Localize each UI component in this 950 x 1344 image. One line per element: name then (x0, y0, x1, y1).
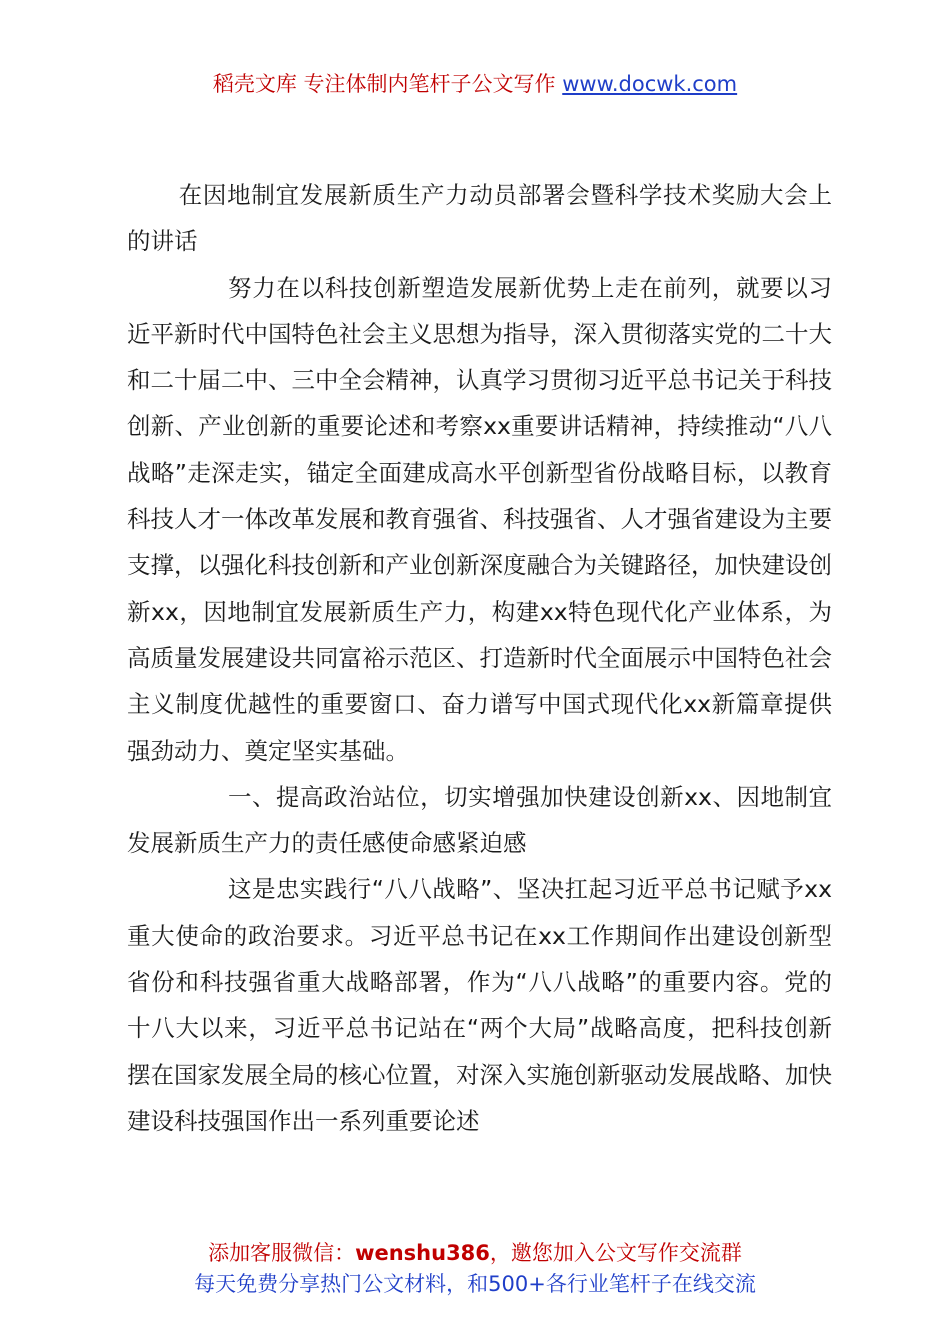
section-heading: 一、提高政治站位，切实增强加快建设创新xx、因地制宜发展新质生产力的责任感使命感紧迫感 (127, 782, 832, 858)
document-body (127, 172, 832, 1144)
watermark-header (0, 70, 950, 98)
paragraph: 努力在以科技创新塑造发展新优势上走在前列，就要以习近平新时代中国特色社会主义思想为指导，深入贯彻落实党的二十大和二十届二中、三中全会精神，认真学习贯彻习近平总书记关于科技创新、产业创新的重要论述和考察xx重要讲话精神，持续推动“八八战略”走深走实，锚定全面建成高水平创新型省份战略目标，以教育科技人才一体改革发展和教育强省、科技强省、人才强省建设为主要支撑，以强化科技创新和产业创新深度融合为关键路径，加快建设创新xx，因地制宜发展新质生产力，构建xx特色现代化产业体系，为高质量发展建设共同富裕示范区、打造新时代全面展示中国特色社会主义制度优越性的重要窗口、奋力谱写中国式现代化xx新篇章提供强劲动力、奠定坚实基础。 (127, 273, 832, 765)
footer-prefix: 添加客服微信： (208, 1241, 356, 1265)
paragraph: 这是忠实践行“八八战略”、坚决扛起习近平总书记赋予xx重大使命的政治要求。习近平总书记在xx工作期间作出建设创新型省份和科技强省重大战略部署，作为“八八战略”的重要内容。党的十八大以来，习近平总书记站在“两个大局”战略高度，把科技创新摆在国家发展全局的核心位置，对深入实施创新驱动发展战略、加快建设科技强国作出一系列重要论述 (127, 875, 832, 1135)
footer-line-2: 每天免费分享热门公文材料，和500+各行业笔杆子在线交流 (194, 1272, 756, 1296)
document-title: 在因地制宜发展新质生产力动员部署会暨科学技术奖励大会上的讲话 (127, 181, 832, 256)
site-url-link[interactable]: www.docwk.com (562, 72, 738, 96)
wechat-id: wenshu386 (355, 1241, 490, 1265)
footer-suffix: ，邀您加入公文写作交流群 (489, 1241, 742, 1265)
footer-line-1 (0, 1238, 950, 1269)
site-name: 稻壳文库 专注体制内笔杆子公文写作 (212, 72, 556, 96)
promo-footer (0, 1238, 950, 1300)
